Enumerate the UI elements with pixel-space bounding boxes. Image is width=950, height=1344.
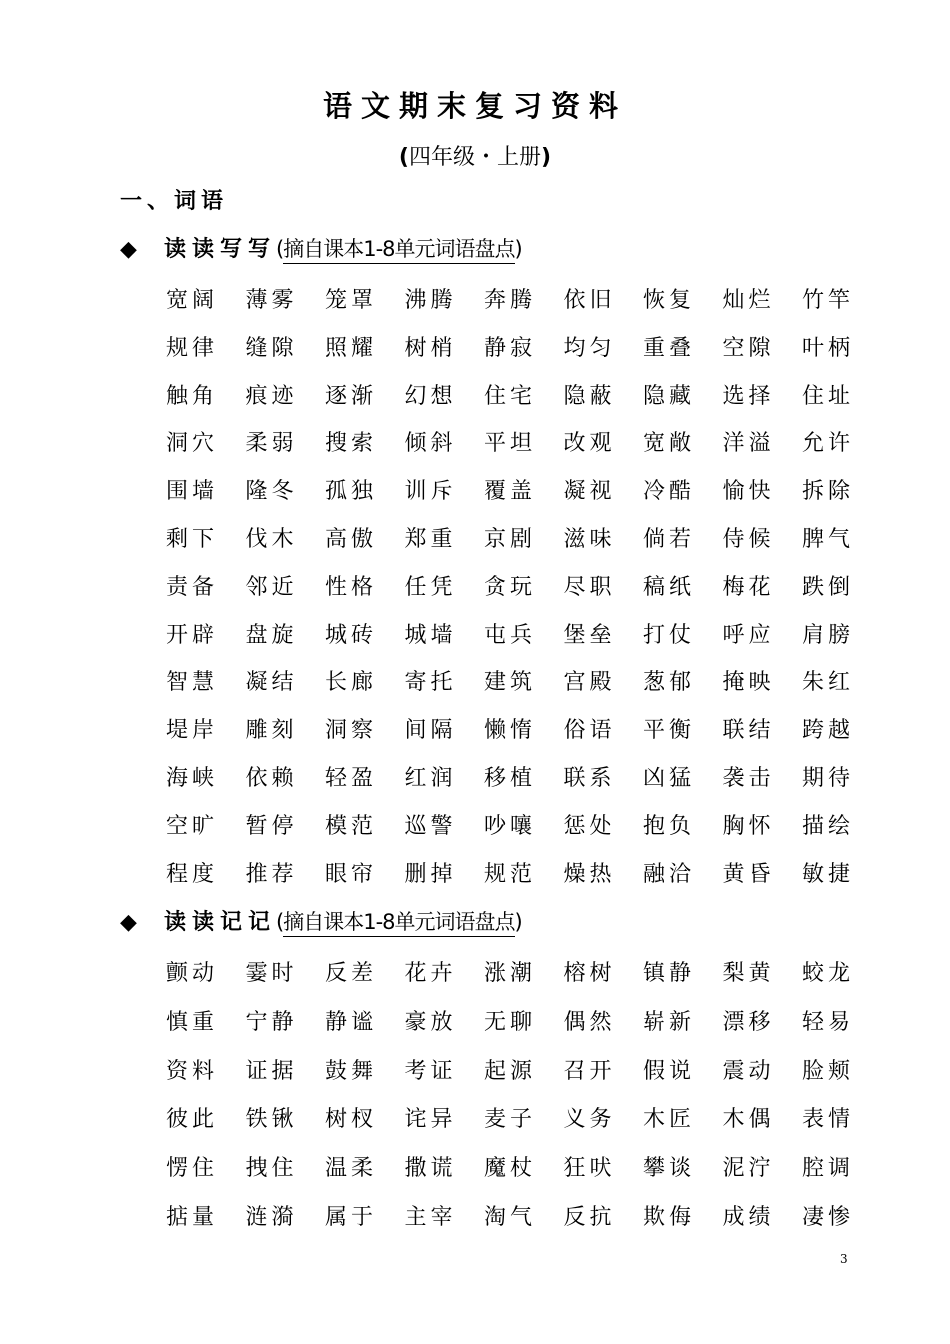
vocab-word: 树杈 [325,1107,378,1133]
vocab-word: 拆除 [802,479,855,505]
vocab-word: 温柔 [325,1156,378,1182]
vocab-word: 豪放 [404,1009,457,1035]
vocab-word: 堤岸 [166,718,219,744]
vocab-word: 袭击 [722,765,775,791]
subsection-source: (摘自课本1-8单元词语盘点) [276,910,522,937]
diamond-bullet-icon: ◆ [120,236,137,262]
vocab-word: 冷酷 [643,479,696,505]
vocab-word: 依赖 [245,765,298,791]
vocab-word: 移植 [484,765,537,791]
vocab-word: 颤动 [166,961,219,986]
vocab-word: 剩下 [166,526,219,552]
vocab-word: 愉快 [722,479,775,505]
vocab-word: 沸腾 [404,288,457,313]
vocab-word: 朱红 [802,670,855,696]
vocab-word: 愣住 [166,1156,219,1182]
vocab-word: 掩映 [722,670,775,696]
vocab-word: 梅花 [722,574,775,600]
vocab-word: 堡垒 [563,622,616,648]
vocab-word: 泥泞 [722,1156,775,1182]
vocab-word: 长廊 [325,670,378,696]
vocab-word: 假说 [643,1058,696,1084]
vocab-word: 铁锹 [245,1107,298,1133]
vocab-word: 表情 [802,1107,855,1133]
page-number: 3 [840,1252,848,1266]
vocab-word: 魔杖 [484,1156,537,1182]
vocab-word: 程度 [166,861,219,887]
vocab-word: 树梢 [404,335,457,361]
vocab-word: 慎重 [166,1009,219,1035]
vocab-word: 花卉 [404,961,457,986]
vocab-word: 燥热 [563,861,616,887]
vocab-word: 伐木 [245,526,298,552]
vocab-word: 规范 [484,861,537,887]
vocab-word: 恢复 [643,288,696,313]
vocab-word: 城墙 [404,622,457,648]
vocab-word: 高傲 [325,526,378,552]
vocab-word: 主宰 [404,1204,457,1230]
vocab-word: 柔弱 [245,431,298,457]
vocab-word: 重叠 [643,335,696,361]
vocab-word: 脾气 [802,526,855,552]
vocab-word: 属于 [325,1204,378,1230]
vocab-word: 住宅 [484,383,537,409]
vocab-word: 联结 [722,718,775,744]
vocab-word: 缝隙 [245,335,298,361]
vocab-word: 掂量 [166,1204,219,1230]
vocab-word: 平衡 [643,718,696,744]
vocab-word: 漂移 [722,1009,775,1035]
subsection-heading-read-remember [120,905,522,936]
subsection-label: 读读记记 [164,909,277,935]
vocab-word: 奔腾 [484,288,537,313]
vocab-word: 抱负 [643,813,696,839]
vocab-word: 间隔 [404,718,457,744]
vocab-word: 联系 [563,765,616,791]
vocab-word: 震动 [722,1058,775,1084]
vocab-word: 性格 [325,574,378,600]
vocab-word: 洋溢 [722,431,775,457]
vocab-word: 规律 [166,335,219,361]
vocab-word: 模范 [325,813,378,839]
vocab-word: 涟漪 [245,1204,298,1230]
vocab-word: 痕迹 [245,383,298,409]
vocab-word: 胸怀 [722,813,775,839]
vocab-word: 榕树 [563,961,616,986]
vocab-word: 城砖 [325,622,378,648]
vocab-word: 肩膀 [802,622,855,648]
vocab-word: 静寂 [484,335,537,361]
vocab-word: 寄托 [404,670,457,696]
vocab-word: 腔调 [802,1156,855,1182]
vocab-word: 凝视 [563,479,616,505]
vocab-word: 滋味 [563,526,616,552]
vocab-word: 狂吠 [563,1156,616,1182]
vocab-word: 倘若 [643,526,696,552]
vocab-word: 围墙 [166,479,219,505]
vocab-word: 孤独 [325,479,378,505]
vocab-word: 平坦 [484,431,537,457]
page-title: 语文期末复习资料 [322,89,627,123]
vocab-word: 义务 [563,1107,616,1133]
vocab-word: 拽住 [245,1156,298,1182]
vocab-word: 雕刻 [245,718,298,744]
vocab-word: 邻近 [245,574,298,600]
vocab-word: 住址 [802,383,855,409]
vocab-word: 无聊 [484,1009,537,1035]
vocab-word: 黄昏 [722,861,775,887]
vocab-word: 撒谎 [404,1156,457,1182]
vocab-word: 京剧 [484,526,537,552]
vocab-word: 薄雾 [245,288,298,313]
subsection-heading-read-write [120,232,522,263]
vocab-word: 召开 [563,1058,616,1084]
vocab-word: 霎时 [245,961,298,986]
vocab-word: 巡警 [404,813,457,839]
vocab-word: 灿烂 [722,288,775,313]
vocab-word: 屯兵 [484,622,537,648]
vocab-word: 敏捷 [802,861,855,887]
vocab-word: 建筑 [484,670,537,696]
vocab-word: 考证 [404,1058,457,1084]
vocab-word: 木偶 [722,1107,775,1133]
subsection-label: 读读写写 [164,236,277,262]
vocab-word: 凄惨 [802,1204,855,1230]
vocab-word: 隐蔽 [563,383,616,409]
vocab-word: 空旷 [166,813,219,839]
subtitle-open-paren: ( [398,145,409,170]
vocab-word: 俗语 [563,718,616,744]
vocab-word: 诧异 [404,1107,457,1133]
vocab-word: 尽职 [563,574,616,600]
vocab-word: 脸颊 [802,1058,855,1084]
diamond-bullet-icon: ◆ [120,909,137,935]
vocab-word: 鼓舞 [325,1058,378,1084]
vocab-word: 红润 [404,765,457,791]
vocab-word: 宽阔 [166,288,219,313]
vocab-word: 隆冬 [245,479,298,505]
vocab-word: 隐藏 [643,383,696,409]
vocab-word: 镇静 [643,961,696,986]
vocab-word: 均匀 [563,335,616,361]
vocab-word: 幻想 [404,383,457,409]
vocab-word: 允许 [802,431,855,457]
vocab-word: 反抗 [563,1204,616,1230]
vocab-word: 懒惰 [484,718,537,744]
vocab-word: 融洽 [643,861,696,887]
vocab-word: 反差 [325,961,378,986]
vocab-word: 推荐 [245,861,298,887]
vocab-word: 证据 [245,1058,298,1084]
vocab-word: 暂停 [245,813,298,839]
vocab-word: 淘气 [484,1204,537,1230]
vocab-word: 涨潮 [484,961,537,986]
vocab-word: 木匠 [643,1107,696,1133]
vocab-word: 删掉 [404,861,457,887]
vocab-word: 蛟龙 [802,961,855,986]
vocab-word: 轻盈 [325,765,378,791]
vocab-word: 海峡 [166,765,219,791]
vocab-word: 麦子 [484,1107,537,1133]
vocab-word: 崭新 [643,1009,696,1035]
vocab-word: 成绩 [722,1204,775,1230]
vocab-word: 笼罩 [325,288,378,313]
vocab-word: 贪玩 [484,574,537,600]
vocab-word: 叶柄 [802,335,855,361]
vocab-word: 照耀 [325,335,378,361]
vocab-word: 竹竿 [802,288,855,313]
vocab-word: 洞穴 [166,431,219,457]
vocab-word: 稿纸 [643,574,696,600]
vocab-word: 梨黄 [722,961,775,986]
vocab-word: 期待 [802,765,855,791]
subsection-source: (摘自课本1-8单元词语盘点) [276,237,522,264]
vocab-word: 打仗 [643,622,696,648]
vocab-word: 欺侮 [643,1204,696,1230]
vocab-word: 跌倒 [802,574,855,600]
vocab-word: 宁静 [245,1009,298,1035]
vocab-word: 宫殿 [563,670,616,696]
section-heading-vocabulary: 一、词语 [120,188,229,214]
vocab-word: 彼此 [166,1107,219,1133]
vocab-word: 开辟 [166,622,219,648]
vocab-word: 呼应 [722,622,775,648]
vocab-word: 吵嚷 [484,813,537,839]
vocab-word: 洞察 [325,718,378,744]
vocab-word: 空隙 [722,335,775,361]
vocab-word: 轻易 [802,1009,855,1035]
vocab-word: 宽敞 [643,431,696,457]
subtitle-text: 四年级・上册 [408,145,541,170]
vocab-word: 改观 [563,431,616,457]
vocab-word: 责备 [166,574,219,600]
vocab-word: 侍候 [722,526,775,552]
vocab-word: 覆盖 [484,479,537,505]
vocab-word: 盘旋 [245,622,298,648]
vocab-word: 静谧 [325,1009,378,1035]
vocab-word: 描绘 [802,813,855,839]
vocab-word: 任凭 [404,574,457,600]
vocab-word: 倾斜 [404,431,457,457]
vocab-word: 凝结 [245,670,298,696]
vocab-word: 眼帘 [325,861,378,887]
vocab-word: 惩处 [563,813,616,839]
vocab-word: 凶猛 [643,765,696,791]
vocab-word: 选择 [722,383,775,409]
page-subtitle [0,140,950,171]
subtitle-close-paren: ) [541,145,552,170]
vocab-word: 资料 [166,1058,219,1084]
vocab-word: 葱郁 [643,670,696,696]
vocab-word: 攀谈 [643,1156,696,1182]
vocab-word: 跨越 [802,718,855,744]
vocab-word: 训斥 [404,479,457,505]
vocab-word: 逐渐 [325,383,378,409]
vocab-word: 依旧 [563,288,616,313]
vocab-word: 偶然 [563,1009,616,1035]
vocab-word: 郑重 [404,526,457,552]
vocab-word: 智慧 [166,670,219,696]
vocab-word: 搜索 [325,431,378,457]
vocab-word: 触角 [166,383,219,409]
vocab-word: 起源 [484,1058,537,1084]
